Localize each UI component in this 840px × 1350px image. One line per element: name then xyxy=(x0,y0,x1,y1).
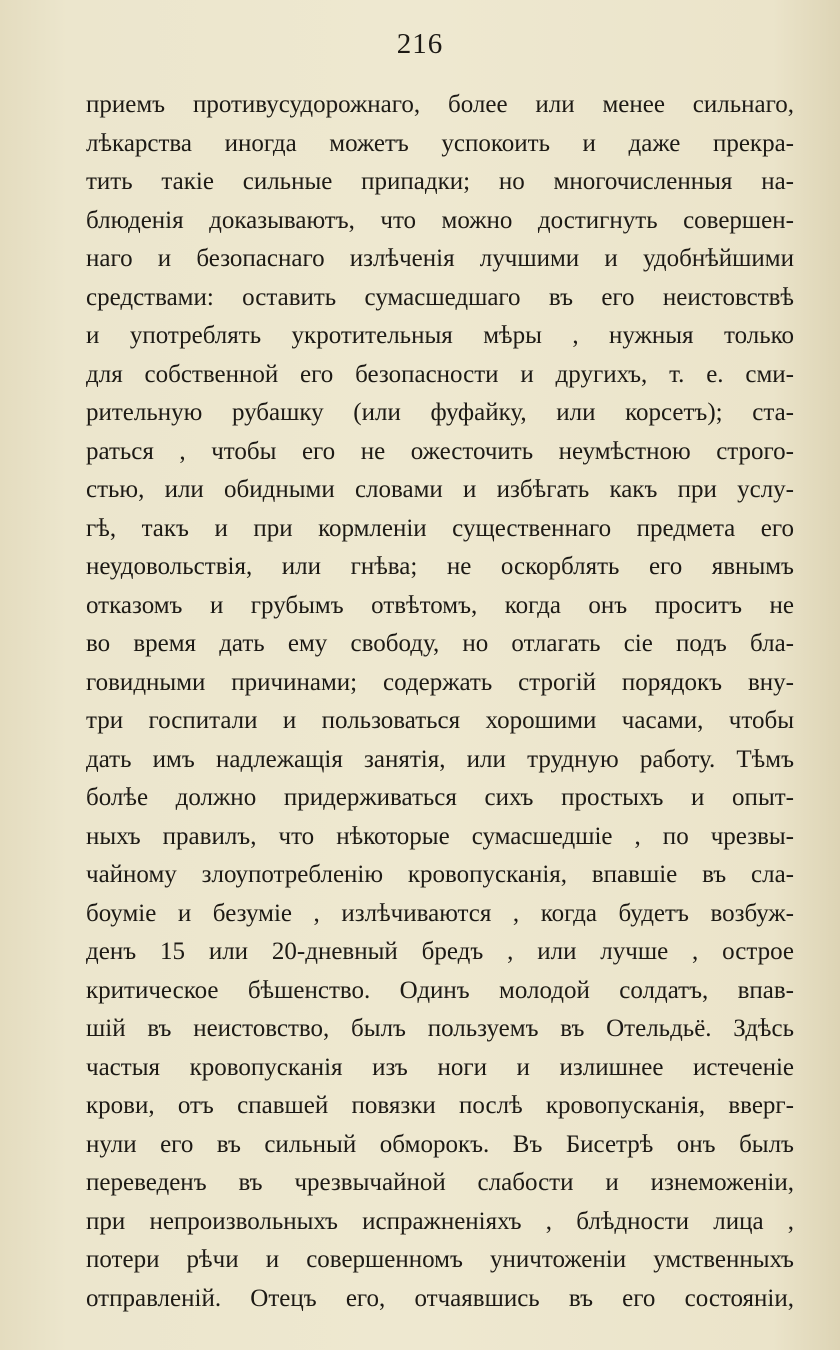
text-line: блюденія доказываютъ, что можно достигнуть совершен- xyxy=(86,206,794,234)
text-line: тить такіе сильные припадки; но многочисленныя на- xyxy=(86,168,794,195)
text-line: во время дать ему свободу, но отлагать сіе подъ бла- xyxy=(86,630,794,657)
text-line: для собственной его безопасности и другихъ, т. е. сми- xyxy=(86,360,794,388)
text-line: рительную рубашку (или фуфайку, или корсетъ); ста- xyxy=(86,399,794,426)
text-line: шій въ неистовство, былъ пользуемъ въ Отельдьё. Здѣсь xyxy=(86,1015,794,1042)
text-line: отказомъ и грубымъ отвѣтомъ, когда онъ проситъ не xyxy=(86,591,794,619)
body-text xyxy=(86,86,794,1318)
text-line: дать имъ надлежащія занятія, или трудную работу. Тѣмъ xyxy=(86,745,794,773)
text-line: частыя кровопусканія изъ ноги и излишнее истеченіе xyxy=(86,1053,794,1081)
text-line: гѣ, такъ и при кормленіи существеннаго предмета его xyxy=(86,514,794,542)
text-line: переведенъ въ чрезвычайной слабости и изнеможеніи, xyxy=(86,1169,794,1196)
text-line: нули его въ сильный обморокъ. Въ Бисетрѣ онъ былъ xyxy=(86,1130,794,1158)
text-line: при непроизвольныхъ испражненіяхъ , блѣдности лица , xyxy=(86,1207,794,1235)
text-line: раться , чтобы его не ожесточить неумѣстною строго- xyxy=(86,437,794,465)
text-line: стью, или обидными словами и избѣгать какъ при услу- xyxy=(86,476,794,503)
text-line: болѣе должно придерживаться сихъ простыхъ и опыт- xyxy=(86,784,794,811)
page-number: 216 xyxy=(396,28,444,60)
text-line: крови, отъ спавшей повязки послѣ кровопусканія, вверг- xyxy=(86,1092,794,1119)
text-line: ныхъ правилъ, что нѣкоторые сумасшедшіе , по чрезвы- xyxy=(86,822,794,850)
text-line: приемъ противусудорожнаго, более или менее сильнаго, xyxy=(86,91,794,118)
text-line: неудовольствія, или гнѣва; не оскорблять его явнымъ xyxy=(86,553,794,580)
text-line: боуміе и безуміе , излѣчиваются , когда будетъ возбуж- xyxy=(86,899,794,927)
text-line: потери рѣчи и совершенномъ уничтоженіи умственныхъ xyxy=(86,1246,794,1273)
text-line: наго и безопаснаго излѣченія лучшими и удобнѣйшими xyxy=(86,245,794,272)
text-line: и употреблять укротительныя мѣры , нужныя только xyxy=(86,322,794,349)
text-line: критическое бѣшенство. Одинъ молодой солдатъ, впав- xyxy=(86,976,794,1004)
text-line: средствами: оставить сумасшедшаго въ его неистовствѣ xyxy=(86,283,794,311)
text-line: говидными причинами; содержать строгій порядокъ вну- xyxy=(86,668,794,696)
text-line: чайному злоупотребленію кровопусканія, впавшіе въ сла- xyxy=(86,861,794,888)
text-line: денъ 15 или 20-дневный бредъ , или лучше , острое xyxy=(86,938,794,965)
text-line: лѣкарства иногда можетъ успокоить и даже прекра- xyxy=(86,129,794,157)
text-line: отправленій. Отецъ его, отчаявшись въ его состояніи, xyxy=(86,1284,794,1312)
text-line: три госпитали и пользоваться хорошими часами, чтобы xyxy=(86,707,794,734)
